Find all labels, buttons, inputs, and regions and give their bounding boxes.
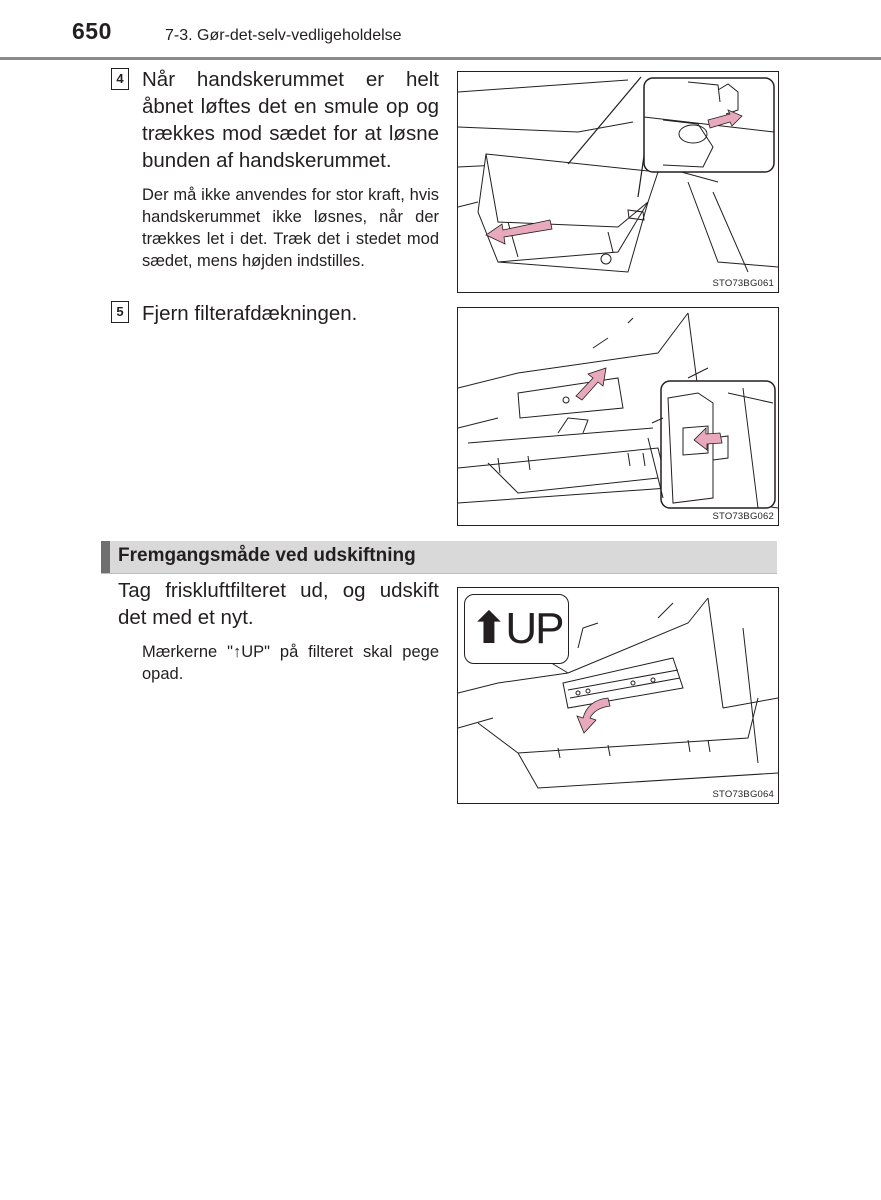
step-4-note: Der må ikke anvendes for stor kraft, hvis handskerummet ikke løsnes, når der trækkes let i det. Træk det i stedet mod sædet, mens højden indstilles. (142, 186, 439, 270)
figure-filter-up-mark (457, 587, 779, 804)
up-mark-label: UP (505, 604, 563, 653)
section-heading-bar (101, 541, 777, 574)
up-mark-callout (464, 594, 569, 664)
figure-filter-cover (457, 307, 779, 526)
figure-code: STO73BG061 (712, 278, 774, 289)
step-5-text: Fjern filterafdækningen. (142, 302, 358, 325)
filter-cover-illustration (458, 308, 778, 525)
figure-glovebox-removal (457, 71, 779, 293)
replacement-note: Mærkerne "↑UP" på filteret skal pege opad. (142, 643, 439, 683)
up-arrow-icon: ⬆ (470, 604, 506, 653)
step-number-box: 5 (111, 301, 129, 323)
step-4-text: Når handskerummet er helt åbnet løftes det en smule op og trækkes mod sædet for at løsne bunden af handskerummet. (142, 68, 439, 172)
replacement-text: Tag friskluftfilteret ud, og udskift det med et nyt. (118, 579, 439, 629)
figure-code: STO73BG062 (712, 511, 774, 522)
section-header: 7-3. Gør-det-selv-vedligeholdelse (165, 27, 402, 44)
step-number-box: 4 (111, 68, 129, 90)
section-heading: Fremgangsmåde ved udskiftning (118, 545, 416, 566)
glovebox-illustration (458, 72, 778, 292)
header-rule (0, 57, 881, 60)
figure-code: STO73BG064 (712, 789, 774, 800)
heading-accent (101, 541, 110, 573)
page-number: 650 (72, 18, 112, 44)
